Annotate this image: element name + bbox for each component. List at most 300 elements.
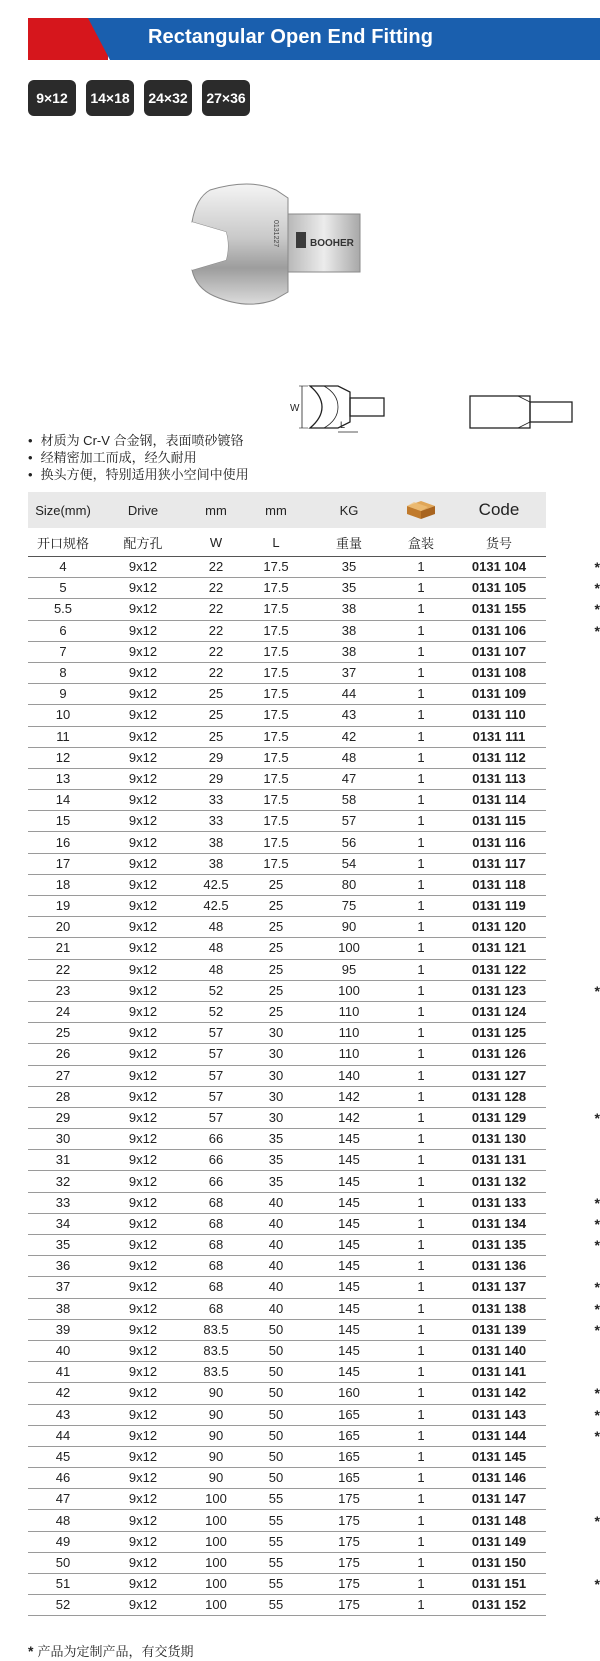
cell-kg: 80 [308, 874, 390, 895]
cell-code: 0131 118 [452, 874, 546, 895]
cell-kg: 145 [308, 1362, 390, 1383]
cell-code: 0131 135 [452, 1235, 546, 1256]
cell-star [546, 1446, 600, 1467]
cell-size: 14 [28, 790, 98, 811]
table-row [28, 620, 600, 641]
cell-w: 29 [188, 747, 244, 768]
cell-l: 50 [244, 1362, 308, 1383]
cell-l: 17.5 [244, 662, 308, 683]
cell-box: 1 [390, 1235, 452, 1256]
cell-drive: 9x12 [98, 1213, 188, 1234]
cell-w: 25 [188, 726, 244, 747]
cell-box: 1 [390, 1023, 452, 1044]
cell-star [546, 1340, 600, 1361]
cell-star [546, 684, 600, 705]
cell-star: * [546, 599, 600, 620]
cell-l: 25 [244, 938, 308, 959]
cell-box: 1 [390, 1446, 452, 1467]
tab-14x18[interactable]: 14×18 [86, 80, 134, 116]
cell-kg: 35 [308, 578, 390, 599]
cell-l: 30 [244, 1086, 308, 1107]
cell-code: 0131 112 [452, 747, 546, 768]
cell-code: 0131 151 [452, 1574, 546, 1595]
table-row [28, 1489, 600, 1510]
cell-box: 1 [390, 557, 452, 578]
cell-code: 0131 122 [452, 959, 546, 980]
cell-w: 52 [188, 1001, 244, 1022]
cell-star [546, 896, 600, 917]
col-size: Size(mm) [28, 492, 98, 528]
table-row [28, 599, 600, 620]
cell-box: 1 [390, 1001, 452, 1022]
cell-code: 0131 110 [452, 705, 546, 726]
cell-code: 0131 114 [452, 790, 546, 811]
cell-kg: 110 [308, 1044, 390, 1065]
feature-item: • 换头方便，特别适用狭小空间中使用 [28, 466, 249, 483]
cell-box: 1 [390, 1404, 452, 1425]
cell-l: 17.5 [244, 832, 308, 853]
cell-size: 41 [28, 1362, 98, 1383]
cell-box: 1 [390, 1340, 452, 1361]
table-row [28, 1044, 600, 1065]
cell-drive: 9x12 [98, 1023, 188, 1044]
cell-code: 0131 127 [452, 1065, 546, 1086]
cell-star [546, 1468, 600, 1489]
cell-code: 0131 125 [452, 1023, 546, 1044]
cell-star [546, 768, 600, 789]
cell-drive: 9x12 [98, 578, 188, 599]
cell-w: 48 [188, 917, 244, 938]
cell-w: 57 [188, 1107, 244, 1128]
table-row [28, 1256, 600, 1277]
cell-l: 40 [244, 1298, 308, 1319]
cell-code: 0131 143 [452, 1404, 546, 1425]
cell-star [546, 747, 600, 768]
cell-code: 0131 144 [452, 1425, 546, 1446]
cell-code: 0131 150 [452, 1552, 546, 1573]
cell-box: 1 [390, 1595, 452, 1616]
cell-kg: 54 [308, 853, 390, 874]
cell-kg: 145 [308, 1150, 390, 1171]
cell-code: 0131 117 [452, 853, 546, 874]
cell-l: 55 [244, 1552, 308, 1573]
cell-w: 48 [188, 959, 244, 980]
table-row [28, 1086, 600, 1107]
cell-kg: 100 [308, 980, 390, 1001]
cell-kg: 145 [308, 1319, 390, 1340]
cell-size: 36 [28, 1256, 98, 1277]
table-row [28, 832, 600, 853]
cell-code: 0131 138 [452, 1298, 546, 1319]
cell-code: 0131 139 [452, 1319, 546, 1340]
table-row [28, 768, 600, 789]
cell-kg: 145 [308, 1171, 390, 1192]
table-row [28, 917, 600, 938]
table-row [28, 557, 600, 578]
cell-size: 46 [28, 1468, 98, 1489]
cell-box: 1 [390, 1171, 452, 1192]
cell-box: 1 [390, 1531, 452, 1552]
cell-kg: 58 [308, 790, 390, 811]
cell-w: 100 [188, 1531, 244, 1552]
feature-item: • 经精密加工而成，经久耐用 [28, 449, 249, 466]
col-box-cn: 盒装 [390, 528, 452, 557]
cell-kg: 145 [308, 1256, 390, 1277]
cell-w: 100 [188, 1552, 244, 1573]
cell-l: 35 [244, 1150, 308, 1171]
cell-kg: 175 [308, 1552, 390, 1573]
cell-star [546, 1531, 600, 1552]
cell-w: 22 [188, 662, 244, 683]
cell-box: 1 [390, 1574, 452, 1595]
cell-star [546, 959, 600, 980]
cell-l: 50 [244, 1340, 308, 1361]
cell-drive: 9x12 [98, 1595, 188, 1616]
table-row [28, 641, 600, 662]
cell-w: 68 [188, 1235, 244, 1256]
l-label: L [340, 420, 346, 430]
cell-size: 26 [28, 1044, 98, 1065]
cell-size: 25 [28, 1023, 98, 1044]
cell-size: 30 [28, 1129, 98, 1150]
cell-drive: 9x12 [98, 1277, 188, 1298]
cell-l: 55 [244, 1489, 308, 1510]
cell-box: 1 [390, 874, 452, 895]
cell-box: 1 [390, 853, 452, 874]
cell-code: 0131 147 [452, 1489, 546, 1510]
cell-w: 33 [188, 790, 244, 811]
table-body [28, 557, 600, 1616]
cell-code: 0131 116 [452, 832, 546, 853]
product-serial: 0131227 [272, 220, 279, 248]
cell-drive: 9x12 [98, 811, 188, 832]
cell-kg: 165 [308, 1446, 390, 1467]
w-label: W [290, 403, 300, 414]
cell-box: 1 [390, 896, 452, 917]
cell-box: 1 [390, 684, 452, 705]
cell-drive: 9x12 [98, 1150, 188, 1171]
tab-9x12[interactable]: 9×12 [28, 80, 76, 116]
cell-size: 23 [28, 980, 98, 1001]
cell-drive: 9x12 [98, 620, 188, 641]
cell-code: 0131 126 [452, 1044, 546, 1065]
cell-size: 48 [28, 1510, 98, 1531]
cell-code: 0131 137 [452, 1277, 546, 1298]
cell-code: 0131 128 [452, 1086, 546, 1107]
cell-kg: 145 [308, 1192, 390, 1213]
cell-size: 11 [28, 726, 98, 747]
cell-l: 30 [244, 1023, 308, 1044]
cell-box: 1 [390, 980, 452, 1001]
cell-drive: 9x12 [98, 641, 188, 662]
cell-l: 17.5 [244, 747, 308, 768]
table-row [28, 662, 600, 683]
cell-kg: 75 [308, 896, 390, 917]
cell-size: 12 [28, 747, 98, 768]
cell-star [546, 1171, 600, 1192]
table-row [28, 1129, 600, 1150]
cell-l: 25 [244, 1001, 308, 1022]
cell-code: 0131 121 [452, 938, 546, 959]
cell-drive: 9x12 [98, 1383, 188, 1404]
cell-kg: 175 [308, 1510, 390, 1531]
cell-box: 1 [390, 1277, 452, 1298]
cell-l: 17.5 [244, 811, 308, 832]
cell-kg: 90 [308, 917, 390, 938]
cell-box: 1 [390, 1298, 452, 1319]
cell-drive: 9x12 [98, 1468, 188, 1489]
cell-l: 40 [244, 1235, 308, 1256]
cell-drive: 9x12 [98, 1298, 188, 1319]
cell-l: 30 [244, 1107, 308, 1128]
cell-code: 0131 152 [452, 1595, 546, 1616]
table-row [28, 1383, 600, 1404]
table-header-cn [28, 528, 600, 557]
cell-kg: 145 [308, 1340, 390, 1361]
cell-kg: 44 [308, 684, 390, 705]
cell-code: 0131 148 [452, 1510, 546, 1531]
cell-box: 1 [390, 1192, 452, 1213]
table-row [28, 1150, 600, 1171]
cell-code: 0131 133 [452, 1192, 546, 1213]
cell-size: 42 [28, 1383, 98, 1404]
cell-code: 0131 134 [452, 1213, 546, 1234]
cell-box: 1 [390, 790, 452, 811]
cell-drive: 9x12 [98, 684, 188, 705]
cell-code: 0131 119 [452, 896, 546, 917]
cell-kg: 165 [308, 1404, 390, 1425]
cell-box: 1 [390, 1425, 452, 1446]
cell-star [546, 1256, 600, 1277]
cell-star: * [546, 1383, 600, 1404]
cell-drive: 9x12 [98, 1574, 188, 1595]
cell-kg: 145 [308, 1277, 390, 1298]
cell-l: 25 [244, 896, 308, 917]
table-row [28, 1107, 600, 1128]
cell-drive: 9x12 [98, 557, 188, 578]
cell-size: 38 [28, 1298, 98, 1319]
cell-star [546, 641, 600, 662]
cell-star: * [546, 1425, 600, 1446]
cell-star [546, 1086, 600, 1107]
table-row [28, 1023, 600, 1044]
cell-kg: 175 [308, 1531, 390, 1552]
cell-size: 33 [28, 1192, 98, 1213]
cell-star: * [546, 1510, 600, 1531]
cell-w: 90 [188, 1446, 244, 1467]
cell-w: 100 [188, 1595, 244, 1616]
table-row [28, 1362, 600, 1383]
table-row [28, 1319, 600, 1340]
cell-kg: 47 [308, 768, 390, 789]
cell-w: 68 [188, 1256, 244, 1277]
cell-l: 55 [244, 1531, 308, 1552]
cell-box: 1 [390, 578, 452, 599]
cell-size: 13 [28, 768, 98, 789]
table-row [28, 1510, 600, 1531]
col-l-unit: mm [244, 492, 308, 528]
cell-drive: 9x12 [98, 1001, 188, 1022]
table-row [28, 684, 600, 705]
cell-l: 40 [244, 1256, 308, 1277]
cell-code: 0131 142 [452, 1383, 546, 1404]
cell-box: 1 [390, 1362, 452, 1383]
cell-kg: 145 [308, 1213, 390, 1234]
cell-code: 0131 123 [452, 980, 546, 1001]
cell-kg: 165 [308, 1468, 390, 1489]
cell-star [546, 832, 600, 853]
cell-code: 0131 115 [452, 811, 546, 832]
cell-drive: 9x12 [98, 1531, 188, 1552]
cell-size: 9 [28, 684, 98, 705]
cell-box: 1 [390, 599, 452, 620]
cell-w: 25 [188, 684, 244, 705]
cell-star: * [546, 1404, 600, 1425]
table-row [28, 1552, 600, 1573]
cell-kg: 145 [308, 1235, 390, 1256]
cell-drive: 9x12 [98, 1425, 188, 1446]
cell-w: 90 [188, 1468, 244, 1489]
cell-drive: 9x12 [98, 1446, 188, 1467]
cell-w: 68 [188, 1192, 244, 1213]
cell-kg: 38 [308, 599, 390, 620]
cell-drive: 9x12 [98, 1489, 188, 1510]
cell-size: 16 [28, 832, 98, 853]
cell-code: 0131 140 [452, 1340, 546, 1361]
table-row [28, 896, 600, 917]
table-row [28, 1298, 600, 1319]
cell-size: 39 [28, 1319, 98, 1340]
cell-w: 38 [188, 832, 244, 853]
cell-l: 25 [244, 959, 308, 980]
cell-drive: 9x12 [98, 1552, 188, 1573]
cell-l: 17.5 [244, 705, 308, 726]
cell-w: 42.5 [188, 896, 244, 917]
cell-code: 0131 155 [452, 599, 546, 620]
cell-size: 45 [28, 1446, 98, 1467]
table-row [28, 1340, 600, 1361]
table-row [28, 790, 600, 811]
cell-size: 8 [28, 662, 98, 683]
cell-size: 35 [28, 1235, 98, 1256]
cell-w: 66 [188, 1171, 244, 1192]
table-row [28, 1235, 600, 1256]
cell-w: 100 [188, 1510, 244, 1531]
cell-box: 1 [390, 1383, 452, 1404]
col-kg-cn: 重量 [308, 528, 390, 557]
cell-l: 40 [244, 1277, 308, 1298]
cell-size: 51 [28, 1574, 98, 1595]
cell-size: 49 [28, 1531, 98, 1552]
cell-kg: 42 [308, 726, 390, 747]
cell-l: 50 [244, 1446, 308, 1467]
cell-star [546, 662, 600, 683]
cell-drive: 9x12 [98, 1510, 188, 1531]
col-size-cn: 开口规格 [28, 528, 98, 557]
cell-w: 90 [188, 1425, 244, 1446]
table-row [28, 1468, 600, 1489]
cell-star [546, 1065, 600, 1086]
cell-w: 22 [188, 599, 244, 620]
cell-l: 17.5 [244, 790, 308, 811]
cell-l: 50 [244, 1319, 308, 1340]
table-header-en [28, 492, 600, 528]
cell-kg: 165 [308, 1425, 390, 1446]
cell-kg: 95 [308, 959, 390, 980]
cell-kg: 142 [308, 1086, 390, 1107]
cell-box: 1 [390, 1107, 452, 1128]
cell-star [546, 1362, 600, 1383]
tab-24x32[interactable]: 24×32 [144, 80, 192, 116]
page-title: Rectangular Open End Fitting [148, 26, 434, 48]
cell-code: 0131 105 [452, 578, 546, 599]
cell-l: 25 [244, 980, 308, 1001]
cell-w: 38 [188, 853, 244, 874]
dimension-diagram [290, 380, 418, 435]
cell-w: 83.5 [188, 1340, 244, 1361]
cell-size: 34 [28, 1213, 98, 1234]
title-banner [0, 0, 600, 62]
cell-star [546, 917, 600, 938]
cell-star [546, 853, 600, 874]
cell-size: 24 [28, 1001, 98, 1022]
cell-size: 50 [28, 1552, 98, 1573]
cell-size: 28 [28, 1086, 98, 1107]
cell-drive: 9x12 [98, 1340, 188, 1361]
cell-box: 1 [390, 747, 452, 768]
cell-code: 0131 129 [452, 1107, 546, 1128]
cell-drive: 9x12 [98, 980, 188, 1001]
cell-box: 1 [390, 768, 452, 789]
cell-box: 1 [390, 726, 452, 747]
table-row [28, 938, 600, 959]
cell-drive: 9x12 [98, 1192, 188, 1213]
cell-kg: 145 [308, 1129, 390, 1150]
table-row [28, 1531, 600, 1552]
cell-w: 57 [188, 1065, 244, 1086]
cell-w: 22 [188, 557, 244, 578]
tab-27x36[interactable]: 27×36 [202, 80, 250, 116]
cell-box: 1 [390, 938, 452, 959]
cell-w: 57 [188, 1086, 244, 1107]
cell-kg: 175 [308, 1595, 390, 1616]
cell-code: 0131 146 [452, 1468, 546, 1489]
cell-l: 17.5 [244, 620, 308, 641]
cell-l: 17.5 [244, 578, 308, 599]
cell-kg: 38 [308, 620, 390, 641]
cell-size: 47 [28, 1489, 98, 1510]
cell-star [546, 811, 600, 832]
cell-size: 52 [28, 1595, 98, 1616]
cell-star: * [546, 1192, 600, 1213]
table-row [28, 1446, 600, 1467]
col-l-cn: L [244, 528, 308, 557]
cell-drive: 9x12 [98, 832, 188, 853]
cell-size: 10 [28, 705, 98, 726]
cell-kg: 145 [308, 1298, 390, 1319]
cell-drive: 9x12 [98, 896, 188, 917]
cell-star [546, 1001, 600, 1022]
cell-star: * [546, 620, 600, 641]
cell-drive: 9x12 [98, 917, 188, 938]
cell-w: 83.5 [188, 1362, 244, 1383]
cell-size: 29 [28, 1107, 98, 1128]
cell-star [546, 1129, 600, 1150]
cell-size: 22 [28, 959, 98, 980]
cell-l: 50 [244, 1425, 308, 1446]
cell-size: 27 [28, 1065, 98, 1086]
cell-star: * [546, 1298, 600, 1319]
